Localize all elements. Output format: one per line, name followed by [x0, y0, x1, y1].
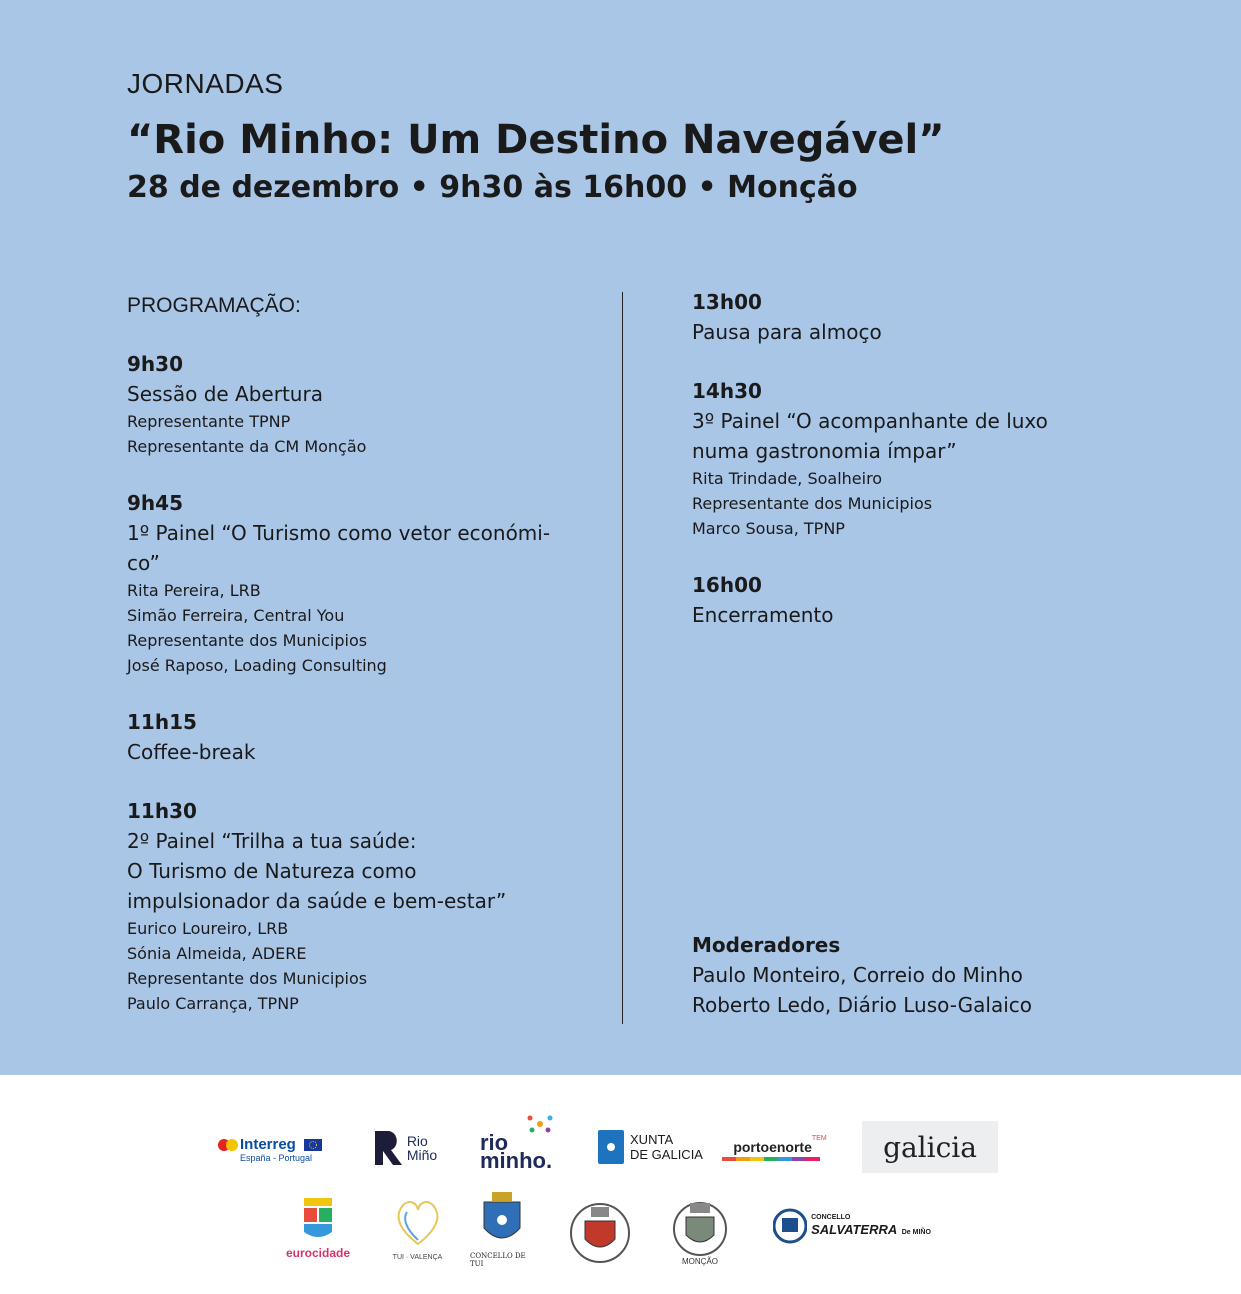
header: [127, 66, 945, 208]
program-speaker: Rita Pereira, LRB: [127, 581, 261, 600]
salvaterra-tail: De MIÑO: [901, 1228, 931, 1236]
program-label: PROGRAMAÇÃO:: [127, 294, 301, 317]
program-speaker: Rita Trindade, Soalheiro: [692, 469, 883, 488]
program-time: 13h00: [692, 290, 762, 314]
event-type: JORNADAS: [127, 68, 284, 99]
salvaterra-shield-icon: [773, 1206, 807, 1246]
moncao-logo: [665, 1190, 735, 1270]
moderator-line: Paulo Monteiro, Correio do Minho: [692, 963, 1023, 987]
tui-valenca-logo: [385, 1188, 450, 1268]
porto-norte-sup: TEM: [811, 1135, 827, 1142]
program-description: O Turismo de Natureza como: [127, 859, 417, 883]
program-speaker: Paulo Carrança, TPNP: [127, 994, 299, 1013]
program-left-column: [127, 290, 597, 1016]
program-time: 11h30: [127, 799, 197, 823]
program-speaker: Marco Sousa, TPNP: [692, 519, 845, 538]
salvaterra-logo: [772, 1203, 932, 1249]
program-description: Encerramento: [692, 603, 834, 627]
salvaterra-main: SALVATERRA: [811, 1221, 898, 1237]
xunta-shield-icon: [598, 1130, 624, 1164]
interreg-sub: España - Portugal: [240, 1153, 313, 1163]
sparkle-icon: [520, 1112, 560, 1134]
program-item: [127, 707, 597, 767]
color-bar-icon: [722, 1157, 822, 1161]
interreg-logo: [218, 1127, 343, 1172]
program-description: co”: [127, 551, 160, 575]
program-description: numa gastronomia ímpar”: [692, 439, 957, 463]
xunta-logo: [593, 1127, 708, 1167]
rio-mino-line2: Miño: [406, 1146, 438, 1163]
program-speaker: Representante dos Municipios: [127, 631, 368, 650]
program-time: 9h30: [127, 352, 183, 376]
partner-logos: [0, 1075, 1241, 1294]
moncao-crest-icon: [670, 1195, 730, 1257]
rio-minho-line2: minho.: [480, 1148, 553, 1173]
program-speaker: Representante TPNP: [127, 412, 291, 431]
tui-shield-icon: [482, 1192, 522, 1248]
program-time: 11h15: [127, 710, 197, 734]
program-item: [692, 570, 1122, 630]
tui-valenca-text: TUI · VALENÇA: [392, 1253, 443, 1261]
program-right-column: [692, 290, 1122, 630]
program-description: Pausa para almoço: [692, 320, 882, 344]
eurocidade-text: eurocidade: [285, 1246, 351, 1260]
moderators-title: Moderadores: [692, 933, 841, 957]
program-description: impulsionador da saúde e bem-estar”: [127, 889, 507, 913]
program-description: 2º Painel “Trilha a tua saúde:: [127, 829, 417, 853]
program-time: 16h00: [692, 573, 762, 597]
program-description: Coffee-break: [127, 740, 256, 764]
rio-mino-r-icon: [371, 1129, 403, 1167]
program-speaker: Representante da CM Monção: [127, 437, 367, 456]
eu-flag-icon: [304, 1139, 322, 1151]
porto-norte-logo: [720, 1127, 840, 1167]
moderators: [692, 930, 1032, 1020]
xunta-line1: XUNTA: [630, 1132, 674, 1147]
concello-tui-text: CONCELLO DE TUI: [470, 1252, 526, 1268]
rio-mino-logo: [364, 1125, 444, 1170]
event-title: “Rio Minho: Um Destino Navegável”: [127, 117, 945, 163]
program-speaker: Simão Ferreira, Central You: [127, 606, 345, 625]
porto-norte-text: portoenorte: [733, 1139, 812, 1155]
valenca-logo: [565, 1190, 635, 1268]
heart-icon: [395, 1196, 441, 1248]
moncao-text: MONÇÃO: [682, 1256, 718, 1266]
eurocidade-shield-icon: [303, 1198, 333, 1240]
program-description: 1º Painel “O Turismo como vetor económi-: [127, 521, 551, 545]
column-divider: [622, 292, 623, 1024]
xunta-line2: DE GALICIA: [630, 1147, 703, 1162]
program-speaker: José Raposo, Loading Consulting: [127, 656, 387, 675]
program-time: 9h45: [127, 491, 183, 515]
galicia-logo: [862, 1121, 998, 1173]
program-speaker: Representante dos Municipios: [127, 969, 368, 988]
program-description: 3º Painel “O acompanhante de luxo: [692, 409, 1048, 433]
program-description: Sessão de Abertura: [127, 382, 323, 406]
program-item: [127, 796, 597, 1016]
interreg-flag-icon: [218, 1137, 238, 1153]
salvaterra-top: CONCELLO: [811, 1213, 851, 1221]
galicia-text: galicia: [883, 1130, 977, 1164]
rio-minho-line1: rio: [480, 1130, 509, 1155]
program-item: [692, 287, 1122, 347]
rio-minho-logo: [480, 1111, 560, 1171]
program-time: 14h30: [692, 379, 762, 403]
program-speaker: Representante dos Municipios: [692, 494, 933, 513]
program-speaker: Eurico Loureiro, LRB: [127, 919, 289, 938]
event-date-place: 28 de dezembro • 9h30 às 16h00 • Monção: [127, 170, 858, 205]
rio-mino-line1: Rio: [406, 1132, 428, 1149]
eurocidade-logo: [278, 1190, 358, 1268]
program-speaker: Sónia Almeida, ADERE: [127, 944, 307, 963]
program-item: [692, 376, 1122, 541]
concello-tui-logo: [470, 1189, 534, 1271]
interreg-name: Interreg: [240, 1136, 296, 1153]
valenca-crest-icon: [569, 1195, 631, 1263]
program-item: [127, 349, 597, 459]
moderator-line: Roberto Ledo, Diário Luso-Galaico: [692, 993, 1033, 1017]
program-item: [127, 488, 597, 678]
